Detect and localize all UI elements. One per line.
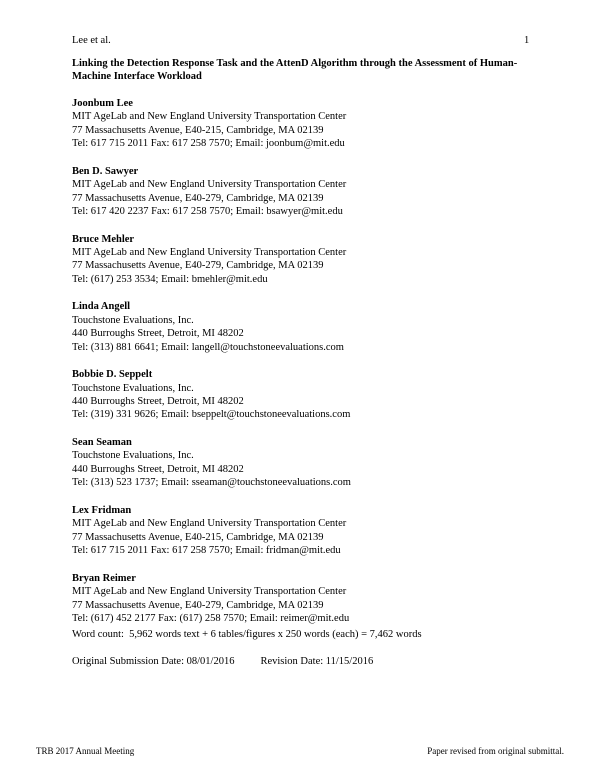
author-address: 77 Massachusetts Avenue, E40-279, Cambridge, MA 02139 — [72, 599, 324, 611]
author-block — [72, 504, 542, 558]
author-contact: Tel: 617 715 2011 Fax: 617 258 7570; Email: fridman@mit.edu — [72, 545, 341, 557]
author-affiliation: Touchstone Evaluations, Inc. — [72, 382, 194, 394]
author-block — [72, 368, 542, 422]
author-contact: Tel: 617 420 2237 Fax: 617 258 7570; Email: bsawyer@mit.edu — [72, 206, 343, 218]
author-contact: Tel: 617 715 2011 Fax: 617 258 7570; Email: joonbum@mit.edu — [72, 138, 345, 150]
author-name: Lex Fridman — [72, 504, 132, 516]
author-name: Linda Angell — [72, 301, 131, 313]
author-affiliation: MIT AgeLab and New England University Transportation Center — [72, 247, 347, 259]
author-contact: Tel: (313) 523 1737; Email: sseaman@touchstoneevaluations.com — [72, 477, 351, 489]
page-number: 1 — [524, 35, 530, 46]
author-block — [72, 165, 542, 219]
word-count: Word count: 5,962 words text + 6 tables/figures x 250 words (each) = 7,462 words — [72, 629, 422, 640]
revision-date: Revision Date: 11/15/2016 — [260, 656, 374, 667]
author-address: 77 Massachusetts Avenue, E40-279, Cambridge, MA 02139 — [72, 260, 324, 272]
author-block — [72, 300, 542, 354]
footer-conference: TRB 2017 Annual Meeting — [36, 746, 135, 756]
author-name: Ben D. Sawyer — [72, 165, 139, 177]
author-affiliation: MIT AgeLab and New England University Transportation Center — [72, 179, 347, 191]
author-address: 77 Massachusetts Avenue, E40-279, Cambridge, MA 02139 — [72, 192, 324, 204]
author-affiliation: Touchstone Evaluations, Inc. — [72, 450, 194, 462]
submission-dates — [72, 656, 373, 667]
author-address: 77 Massachusetts Avenue, E40-215, Cambridge, MA 02139 — [72, 124, 324, 136]
author-name: Bryan Reimer — [72, 572, 136, 584]
author-name: Sean Seaman — [72, 437, 132, 449]
author-address: 77 Massachusetts Avenue, E40-215, Cambridge, MA 02139 — [72, 531, 324, 543]
author-affiliation: MIT AgeLab and New England University Transportation Center — [72, 586, 347, 598]
author-address: 440 Burroughs Street, Detroit, MI 48202 — [72, 463, 244, 475]
author-address: 440 Burroughs Street, Detroit, MI 48202 — [72, 396, 244, 408]
author-affiliation: MIT AgeLab and New England University Transportation Center — [72, 111, 347, 123]
original-submission-date: Original Submission Date: 08/01/2016 — [72, 656, 235, 667]
paper-title: Linking the Detection Response Task and the AttenD Algorithm through the Assessment of Human-Machine Interface Workload — [72, 58, 518, 82]
author-address: 440 Burroughs Street, Detroit, MI 48202 — [72, 328, 244, 340]
footer-note: Paper revised from original submittal. — [427, 746, 564, 756]
author-name: Bruce Mehler — [72, 233, 135, 245]
author-affiliation: MIT AgeLab and New England University Transportation Center — [72, 518, 347, 530]
author-block — [72, 233, 542, 287]
author-contact: Tel: (617) 452 2177 Fax: (617) 258 7570; Email: reimer@mit.edu — [72, 612, 350, 624]
author-name: Bobbie D. Seppelt — [72, 369, 153, 381]
author-contact: Tel: (319) 331 9626; Email: bseppelt@touchstoneevaluations.com — [72, 409, 351, 421]
author-block — [72, 97, 542, 151]
author-list — [72, 97, 542, 640]
running-head: Lee et al. — [72, 35, 111, 46]
author-contact: Tel: (617) 253 3534; Email: bmehler@mit.edu — [72, 273, 268, 285]
author-affiliation: Touchstone Evaluations, Inc. — [72, 314, 194, 326]
author-contact: Tel: (313) 881 6641; Email: langell@touchstoneevaluations.com — [72, 341, 344, 353]
author-block — [72, 572, 542, 626]
author-name: Joonbum Lee — [72, 98, 133, 109]
author-block — [72, 436, 542, 490]
